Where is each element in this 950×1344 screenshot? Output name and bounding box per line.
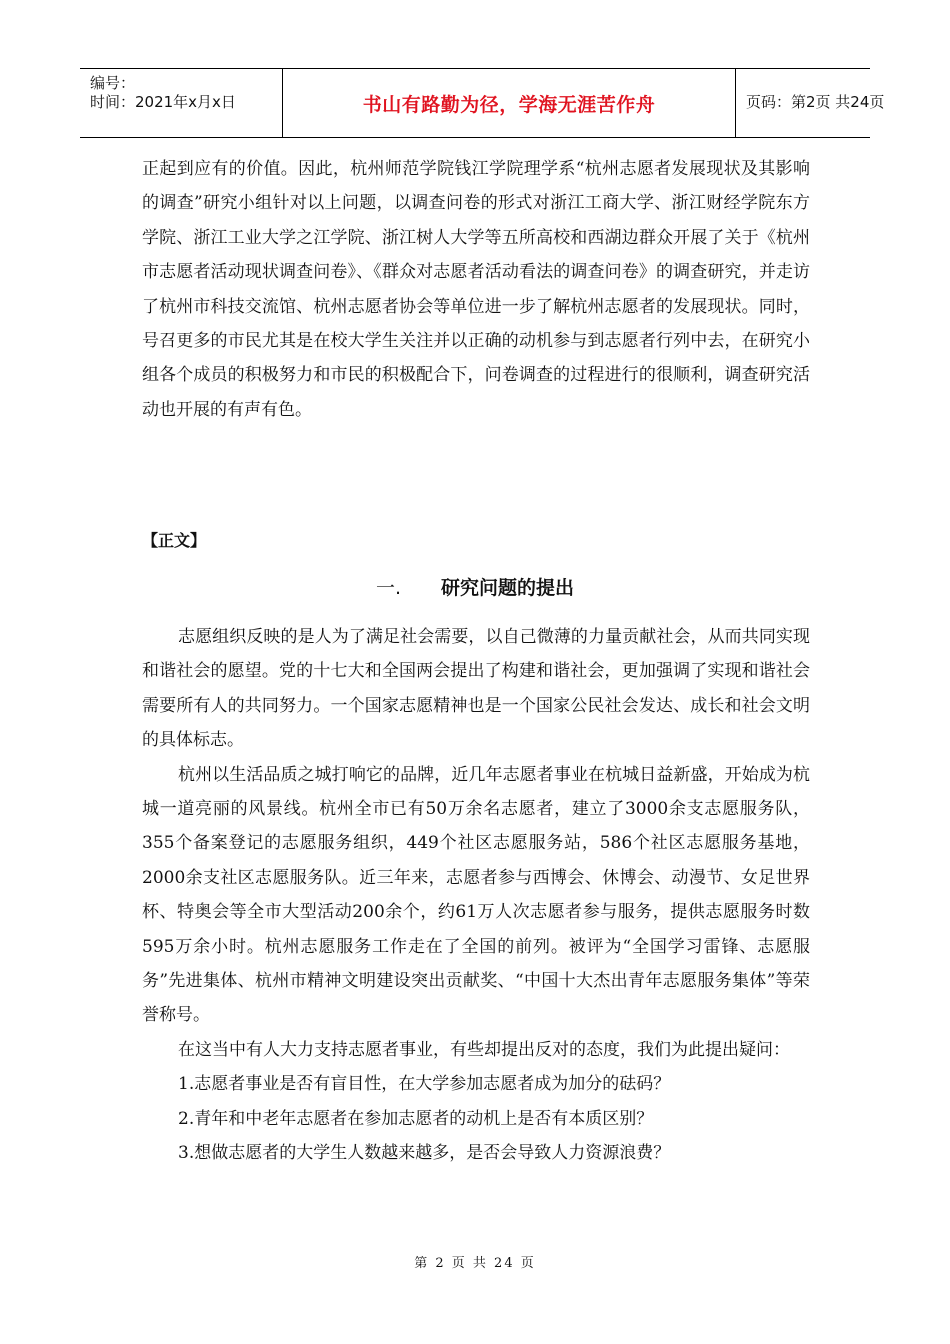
page-footer: 第 2 页 共 24 页 <box>414 1256 536 1271</box>
intro-section <box>142 152 810 427</box>
section-title: 研究问题的提出 <box>441 577 575 599</box>
question-item: 2.青年和中老年志愿者在参加志愿者的动机上是否有本质区别？ <box>178 1108 654 1129</box>
header-motto-cell <box>282 69 736 137</box>
header-page-info: 页码：第2页 共24页 <box>746 93 885 111</box>
document-date: 时间：2021年x月x日 <box>90 93 236 111</box>
page-header <box>80 68 885 138</box>
header-left-cell <box>80 69 282 137</box>
section-tag: 【正文】 <box>142 531 207 550</box>
intro-paragraph: 正起到应有的价值。因此，杭州师范学院钱江学院理学系“杭州志愿者发展现状及其影响的调查”研究小组针对以上问题，以调查问卷的形式对浙江工商大学、浙江财经学院东方学院、浙江工业大学之江学院、浙江树人大学等五所高校和西湖边群众开展了关于《杭州市志愿者活动现状调查问卷》、《群众对志愿者活动看法的调查问卷》的调查研究，并走访了杭州市科技交流馆、杭州志愿者协会等单位进一步了解杭州志愿者的发展现状。同时，号召更多的市民尤其是在校大学生关注并以正确的动机参与到志愿者行列中去，在研究小组各个成员的积极努力和市民的积极配合下，问卷调查的过程进行的很顺利，调查研究活动也开展的有声有色。 <box>142 159 810 420</box>
body-paragraph: 杭州以生活品质之城打响它的品牌，近几年志愿者事业在杭城日益新盛，开始成为杭城一道亮丽的风景线。杭州全市已有50万余名志愿者，建立了3000余支志愿服务队，355个备案登记的志愿服务组织，449个社区志愿服务站，586个社区志愿服务基地，2000余支社区志愿服务队。近三年来，志愿者参与西博会、休博会、动漫节、女足世界杯、特奥会等全市大型活动200余个，约61万人次志愿者参与服务，提供志愿服务时数595万余小时。杭州志愿服务工作走在了全国的前列。被评为“全国学习雷锋、志愿服务”先进集体、杭州市精神文明建设突出贡献奖、“中国十大杰出青年志愿服务集体”等荣誉称号。 <box>142 764 810 1026</box>
header-motto: 书山有路勤为径，学海无涯苦作舟 <box>362 94 656 116</box>
main-body <box>142 620 810 1171</box>
body-paragraph: 志愿组织反映的是人为了满足社会需要，以自己微薄的力量贡献社会，从而共同实现和谐社会的愿望。党的十七大和全国两会提出了构建和谐社会，更加强调了实现和谐社会需要所有人的共同努力。一个国家志愿精神也是一个国家公民社会发达、成长和社会文明的具体标志。 <box>142 627 810 751</box>
body-paragraph: 在这当中有人大力支持志愿者事业，有些却提出反对的态度，我们为此提出疑问： <box>178 1039 790 1060</box>
section-heading <box>0 573 950 600</box>
header-page-cell <box>736 69 885 137</box>
question-item: 3.想做志愿者的大学生人数越来越多，是否会导致人力资源浪费？ <box>178 1143 671 1164</box>
question-item: 1.志愿者事业是否有盲目性，在大学参加志愿者成为加分的砝码？ <box>178 1074 671 1095</box>
section-number: 一. <box>375 577 402 599</box>
document-code-label: 编号： <box>90 74 136 92</box>
